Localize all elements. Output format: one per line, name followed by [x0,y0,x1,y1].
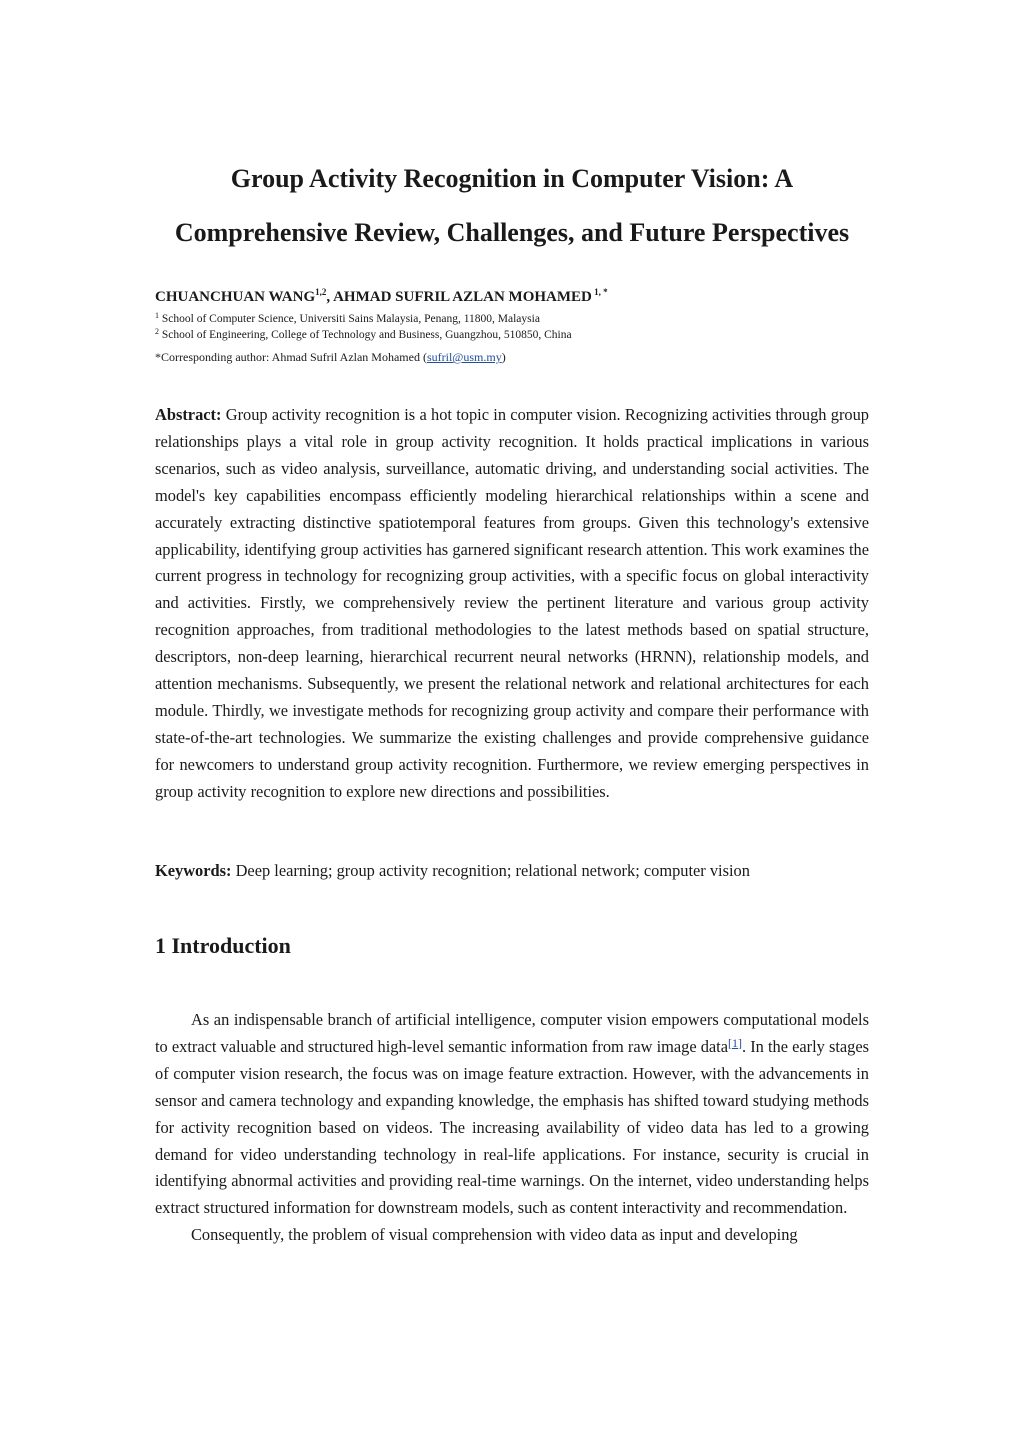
abstract [155,402,869,806]
citation-link[interactable] [728,1036,742,1050]
affiliation-2-marker: 2 [155,327,159,336]
author-1-name: CHUANCHUAN WANG [155,289,316,305]
abstract-label: Abstract: [155,405,222,424]
author-2-affiliation-marker: 1, * [591,287,608,297]
keywords [155,858,869,885]
paragraph: Consequently, the problem of visual comprehension with video data as input and developing [191,1225,798,1245]
affiliation-1 [155,311,572,327]
affiliation-2 [155,327,572,343]
corresponding-prefix: *Corresponding author: Ahmad Sufril Azlan Mohamed ( [155,350,427,364]
affiliation-1-text: School of Computer Science, Universiti Sains Malaysia, Penang, 11800, Malaysia [159,313,540,325]
author-2-name: AHMAD SUFRIL AZLAN MOHAMED [333,289,592,305]
title-line-1: Group Activity Recognition in Computer Vision: A [230,164,794,193]
affiliation-2-text: School of Engineering, College of Technology and Business, Guangzhou, 510850, China [159,329,572,341]
citation-open-bracket: [ [728,1035,733,1050]
introduction-body [155,1007,869,1249]
paragraph-1-start: As an indispensable branch of artificial intelligence, computer vision empowers computational models to extract valuable and structured high-level semantic information from raw image data [155,1010,869,1056]
citation-close-bracket: ] [738,1035,743,1050]
corresponding-suffix: ) [501,350,506,364]
title-line-2: Comprehensive Review, Challenges, and Future Perspectives [174,218,850,247]
corresponding-email-link[interactable]: sufril@usm.my [426,350,502,364]
author-list [155,287,608,307]
abstract-text: Group activity recognition is a hot topic in computer vision. Recognizing activities through group relationships plays a vital role in group activity recognition. It holds practical implications in various scenarios, such as video analysis, surveillance, automatic driving, and understanding social activities. The model's key capabilities encompass efficiently modeling hierarchical relationships within a scene and accurately extracting distinctive spatiotemporal features from groups. Given this technology's extensive applicability, identifying group activities has garnered significant research attention. This work examines the current progress in technology for recognizing group activities, with a specific focus on global interactivity and activities. Firstly, we comprehensively review the pertinent literature and various group activity recognition approaches, from traditional methodologies to the latest methods based on spatial structure, descriptors, non-deep learning, hierarchical recurrent neural networks (HRNN), relationship models, and attention mechanisms. Subsequently, we present the relational network and relational architectures for each module. Thirdly, we investigate methods for recognizing group activity and compare their performance with state-of-the-art technologies. We summarize the existing challenges and provide comprehensive guidance for newcomers to understand group activity recognition. Furthermore, we review emerging perspectives in group activity recognition to explore new directions and possibilities. [155,405,869,801]
keywords-text: Deep learning; group activity recognition; relational network; computer vision [231,861,750,880]
keywords-label: Keywords: [155,861,232,880]
author-1-affiliation-marker: 1,2 [315,287,327,297]
affiliations [155,311,572,343]
citation-number: 1 [732,1035,739,1050]
section-heading-introduction: 1 Introduction [155,933,291,958]
affiliation-1-marker: 1 [155,311,159,320]
corresponding-author [155,349,506,365]
paragraph [155,1007,869,1222]
paper-title [155,152,869,260]
author-separator: , [326,289,334,305]
paragraph-1-end: . In the early stages of computer vision research, the focus was on image feature extraction. However, with the advancements in sensor and camera technology and expanding knowledge, the emphasis has shifted toward studying methods for activity recognition based on videos. The increasing availability of video data has led to a growing demand for video understanding technology in real-life applications. For instance, security is crucial in identifying abnormal activities and providing real-time warnings. On the internet, video understanding helps extract structured information for downstream models, such as content interactivity and recommendation. [155,1036,869,1218]
